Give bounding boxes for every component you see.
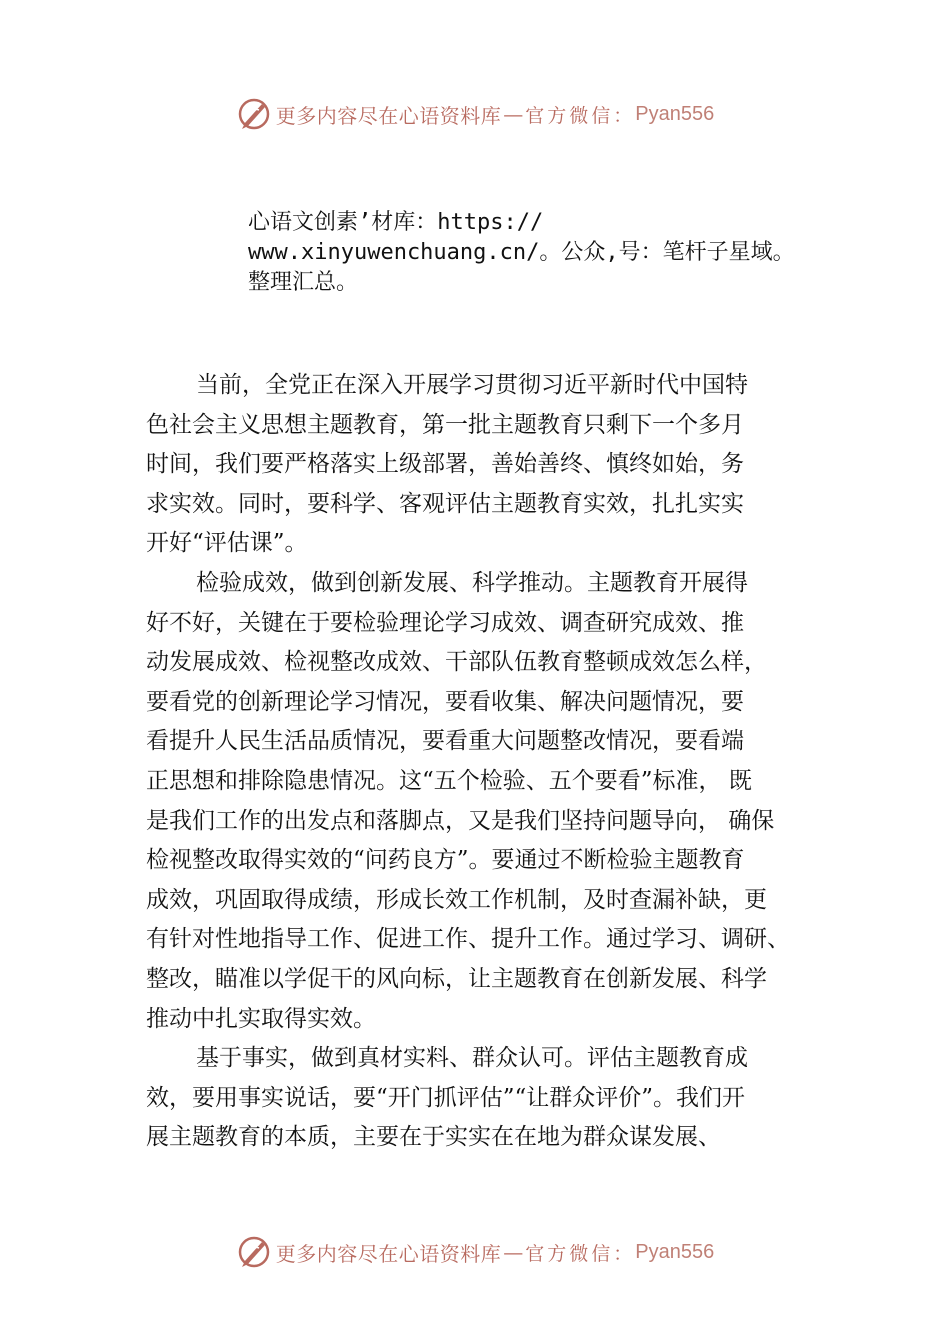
- paragraph-line: 当前，全党正在深入开展学习贯彻习近平新时代中国特: [196, 372, 748, 398]
- paragraph-line: 求实效。同时，要科学、客观评估主题教育实效，扎扎实实: [146, 490, 744, 517]
- paragraph-line: 检验成效，做到创新发展、科学推动。主题教育开展得: [196, 569, 748, 596]
- watermark-separator: —: [503, 1240, 524, 1264]
- footer-watermark: [0, 1232, 950, 1272]
- watermark-wechat-label: 官方微信：: [525, 1242, 636, 1265]
- paragraph-line: 好不好，关键在于要检验理论学习成效、调查研究成效、推: [146, 609, 744, 636]
- paragraph-line: 检视整改取得实效的“问药良方”。要通过不断检验主题教育: [146, 847, 745, 874]
- watermark-wechat-id: Pyan556: [635, 1240, 715, 1263]
- header-watermark: [0, 94, 950, 134]
- source-note: [248, 208, 828, 298]
- paragraph-line: 有针对性地指导工作、促进工作、提升工作。通过学习、调研、: [146, 926, 790, 953]
- watermark-separator: —: [503, 102, 524, 126]
- watermark-main-text: 更多内容尽在心语资料库: [275, 1241, 502, 1266]
- pen-logo-icon: [236, 1234, 272, 1270]
- paragraph-line: 要看党的创新理论学习情况，要看收集、解决问题情况，要: [146, 688, 744, 715]
- source-note-line: www.xinyuwenchuang.cn/。公众,号：笔杆子星域。: [248, 240, 795, 265]
- paragraph-line: 开好“评估课”。: [146, 530, 308, 557]
- watermark-wechat-label: 官方微信：: [525, 104, 636, 127]
- paragraph-line: 整改，瞄准以学促干的风向标，让主题教育在创新发展、科学: [146, 965, 767, 992]
- paragraph-line: 看提升人民生活品质情况，要看重大问题整改情况，要看端: [146, 728, 744, 755]
- source-note-line: 心语文创素’材库：https://: [248, 210, 544, 235]
- paragraph-line: 正思想和排除隐患情况。这“五个检验、五个要看”标准， 既: [146, 767, 752, 794]
- article-body: [146, 366, 826, 1158]
- source-note-line: 整理汇总。: [248, 270, 359, 295]
- paragraph-line: 效，要用事实说话，要“开门抓评估”“让群众评价”。我们开: [146, 1084, 746, 1111]
- paragraph-line: 基于事实，做到真材实料、群众认可。评估主题教育成: [196, 1045, 748, 1072]
- pen-logo-icon: [236, 96, 272, 132]
- paragraph-line: 时间，我们要严格落实上级部署，善始善终、慎终如始，务: [146, 451, 744, 478]
- paragraph-line: 动发展成效、检视整改成效、干部队伍教育整顿成效怎么样，: [146, 649, 767, 676]
- paragraph-line: 展主题教育的本质，主要在于实实在在地为群众谋发展、: [146, 1124, 721, 1151]
- paragraph-line: 色社会主义思想主题教育，第一批主题教育只剩下一个多月: [146, 411, 744, 438]
- watermark-main-text: 更多内容尽在心语资料库: [275, 103, 502, 128]
- paragraph-line: 成效，巩固取得成绩，形成长效工作机制，及时查漏补缺，更: [146, 886, 767, 913]
- watermark-wechat-id: Pyan556: [635, 102, 715, 125]
- paragraph-line: 推动中扎实取得实效。: [146, 1005, 376, 1032]
- paragraph-line: 是我们工作的出发点和落脚点，又是我们坚持问题导向， 确保: [146, 807, 775, 834]
